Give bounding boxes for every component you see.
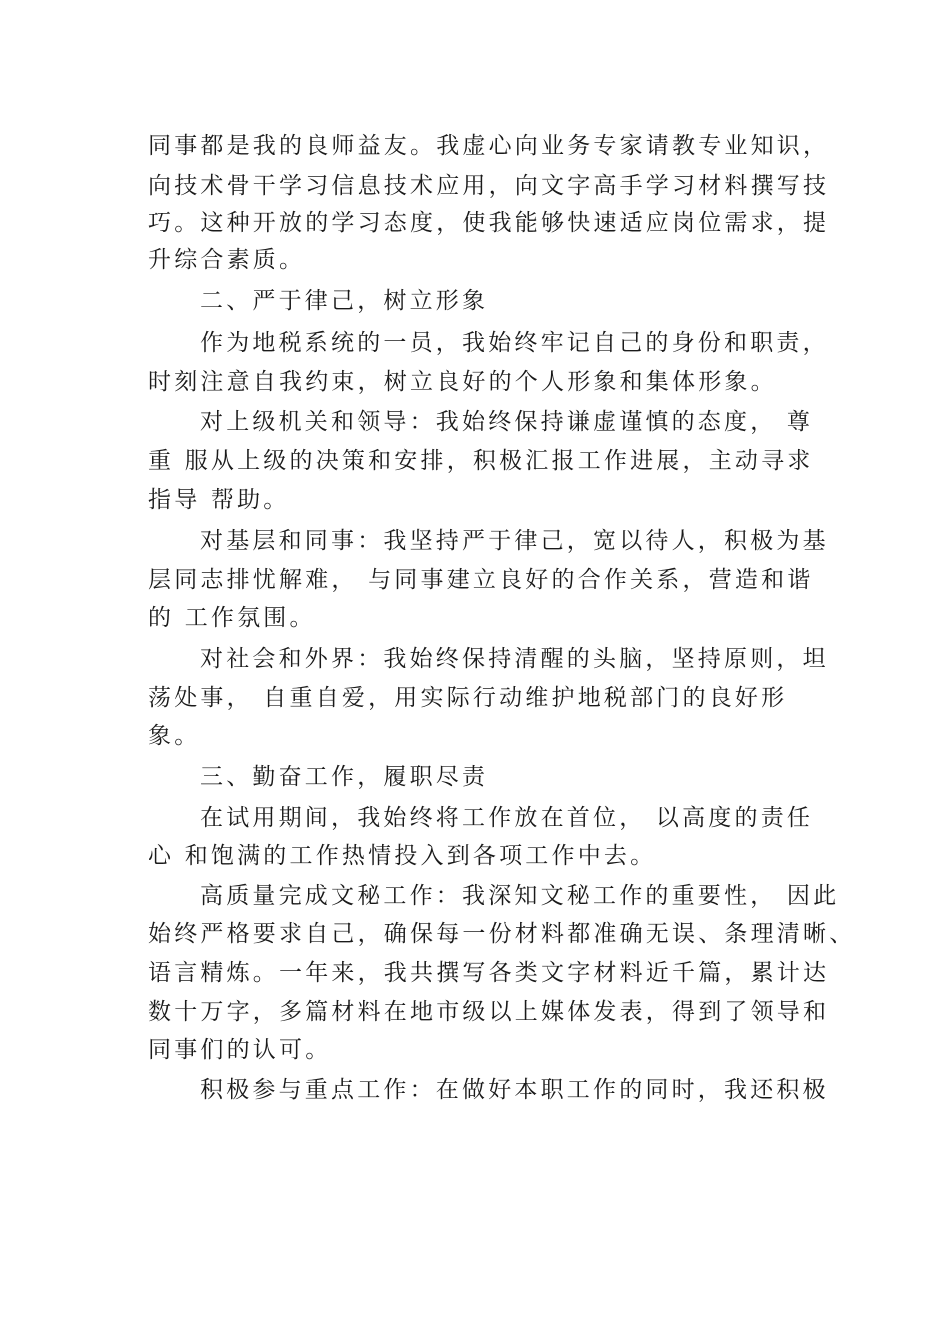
text-line: 巧。这种开放的学习态度，使我能够快速适应岗位需求，提 [148, 210, 830, 236]
text-line: 时刻注意自我约束，树立良好的个人形象和集体形象。 [148, 369, 777, 395]
text-line: 语言精炼。一年来，我共撰写各类文字材料近千篇，累计达 [148, 960, 830, 986]
text-line: 向技术骨干学习信息技术应用，向文字高手学习材料撰写技 [148, 173, 830, 199]
text-line: 积极参与重点工作：在做好本职工作的同时，我还积极 [200, 1077, 829, 1103]
section-heading: 三、勤奋工作，履职尽责 [200, 764, 489, 790]
text-line: 指导 帮助。 [148, 487, 290, 513]
text-line: 升综合素质。 [148, 247, 306, 273]
text-line: 数十万字，多篇材料在地市级以上媒体发表，得到了领导和 [148, 999, 830, 1025]
text-line: 同事们的认可。 [148, 1037, 332, 1063]
text-line: 重 服从上级的决策和安排，积极汇报工作进展，主动寻求 [148, 448, 814, 474]
text-line: 心 和饱满的工作热情投入到各项工作中去。 [148, 843, 657, 869]
text-line: 高质量完成文秘工作：我深知文秘工作的重要性， 因此 [200, 883, 840, 909]
text-line: 对社会和外界：我始终保持清醒的头脑，坚持原则，坦 [200, 646, 829, 672]
text-line: 在试用期间，我始终将工作放在首位， 以高度的责任 [200, 805, 814, 831]
section-heading: 二、严于律己，树立形象 [200, 288, 489, 314]
text-line: 对基层和同事：我坚持严于律己，宽以待人，积极为基 [200, 528, 829, 554]
text-line: 荡处事， 自重自爱，用实际行动维护地税部门的良好形 [148, 685, 788, 711]
text-line: 对上级机关和领导：我始终保持谦虚谨慎的态度， 尊 [200, 409, 814, 435]
text-line: 层同志排忧解难， 与同事建立良好的合作关系，营造和谐 [148, 567, 814, 593]
text-line: 的 工作氛围。 [148, 605, 316, 631]
text-line: 作为地税系统的一员，我始终牢记自己的身份和职责， [200, 330, 829, 356]
text-line: 象。 [148, 723, 201, 749]
text-line: 始终严格要求自己，确保每一份材料都准确无误、条理清晰、 [148, 921, 856, 947]
text-line: 同事都是我的良师益友。我虚心向业务专家请教专业知识， [148, 133, 830, 159]
